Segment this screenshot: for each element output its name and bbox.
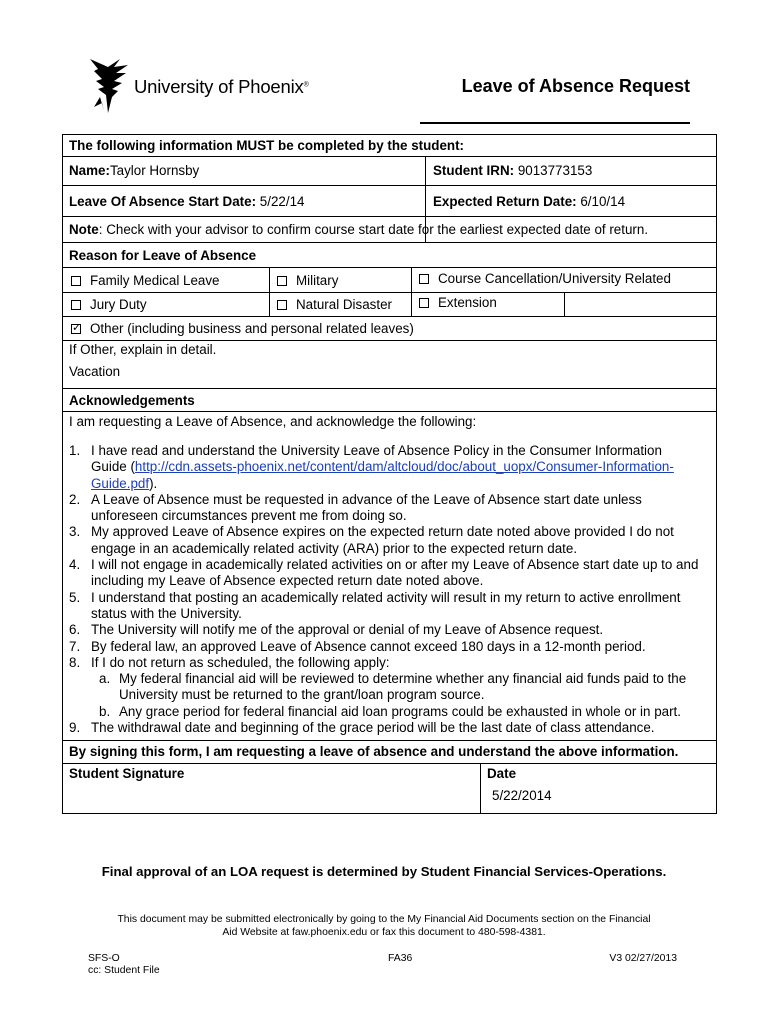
start-date-label: Leave Of Absence Start Date: — [69, 194, 257, 209]
ack-item: 2. A Leave of Absence must be requested in advance of the Leave of Absence start date unless unforeseen circumstances prevent me from doing so. — [69, 491, 642, 524]
natural-disaster-checkbox[interactable] — [277, 300, 287, 310]
signing-statement: By signing this form, I am requesting a leave of absence and understand the above information. — [69, 744, 679, 759]
final-approval-note: Final approval of an LOA request is determined by Student Financial Services-Operations. — [101, 864, 667, 879]
university-logo — [84, 56, 309, 116]
irn-field[interactable] — [433, 163, 592, 179]
family-medical-checkbox[interactable] — [71, 276, 81, 286]
ack-item: 3. My approved Leave of Absence expires on the expected return date noted above provided I do not engage in an academically related activity (ARA) prior to the expected return date. — [69, 524, 674, 556]
ack-subitem: a. My federal financial aid will be reviewed to determine whether any financial aid funds paid to the University must be returned to the grant/loan program source. — [99, 671, 687, 703]
irn-label: Student IRN: — [433, 163, 515, 178]
form-code: SFS-O cc: Student File — [88, 953, 160, 976]
form-intro-heading: The following information MUST be completed by the student: — [69, 138, 465, 153]
consumer-guide-link[interactable]: http://cdn.assets-phoenix.net/content/dam/altcloud/doc/about_uopx/Consumer-Information- Guide.pdf — [91, 459, 674, 491]
ack-item: 7. By federal law, an approved Leave of Absence cannot exceed 180 days in a 12-month period. — [69, 638, 646, 654]
name-field[interactable] — [69, 163, 199, 179]
course-cancellation-checkbox[interactable] — [419, 274, 429, 284]
advisor-note — [69, 222, 648, 238]
extension-checkbox[interactable] — [419, 298, 429, 308]
title-underline — [420, 122, 690, 124]
name-value: Taylor Hornsby — [109, 163, 200, 178]
phoenix-bird-icon — [84, 57, 130, 115]
form-id: FA36 — [388, 953, 413, 964]
acknowledgements-heading: Acknowledgements — [69, 393, 195, 408]
ack-item: 8. If I do not return as scheduled, the following apply: — [69, 654, 390, 670]
submission-note: This document may be submitted electronically by going to the My Financial Aid Documents section on the Financial Aid Website at faw.phoenix.edu or fax this document to 480-598-4381. — [117, 914, 651, 938]
start-date-field[interactable] — [69, 194, 304, 210]
ack-item: 5. I understand that posting an academically related activity will result in my return to active enrollment status with the University. — [69, 589, 681, 621]
other-checkbox[interactable] — [71, 324, 81, 334]
reason-course-cancellation[interactable]: Course Cancellation/University Related — [419, 271, 671, 287]
ack-item: 9. The withdrawal date and beginning of the grace period will be the last date of class attendance. — [69, 720, 655, 736]
return-date-label: Expected Return Date: — [433, 194, 577, 209]
return-date-value: 6/10/14 — [580, 194, 626, 209]
ack-item: 1. I have read and understand the University Leave of Absence Policy in the Consumer Information Guide (http://cdn.assets-phoenix.net/content/dam/altcloud/doc/about_uopx/Consumer-Information- Guide.pdf). — [69, 443, 674, 491]
ack-subitem: b. Any grace period for federal financial aid loan programs could be exhausted in whole or in part. — [99, 703, 681, 719]
reason-heading: Reason for Leave of Absence — [69, 248, 257, 263]
name-label: Name: — [69, 163, 110, 178]
acknowledgements-list — [69, 443, 709, 736]
jury-duty-checkbox[interactable] — [71, 300, 81, 310]
return-date-field[interactable] — [433, 194, 625, 210]
reason-extension[interactable]: Extension — [419, 295, 497, 311]
note-label: Note — [69, 222, 99, 237]
irn-value: 9013773153 — [517, 163, 593, 178]
signature-label: Student Signature — [69, 766, 185, 781]
logo-wordmark: University of Phoenix® — [134, 76, 309, 97]
loa-form — [62, 134, 717, 814]
signature-field[interactable] — [69, 783, 474, 811]
reason-military[interactable]: Military — [277, 273, 338, 289]
other-explanation-value[interactable]: Vacation — [69, 364, 121, 379]
reason-natural-disaster[interactable]: Natural Disaster — [277, 297, 392, 313]
ack-item: 4. I will not engage in academically related activities on or after my Leave of Absence start date up to and including my Leave of Absence expected return date noted above. — [69, 557, 699, 589]
reason-family-medical[interactable]: Family Medical Leave — [71, 273, 220, 289]
date-label: Date — [487, 766, 517, 781]
acknowledgements-intro: I am requesting a Leave of Absence, and acknowledge the following: — [69, 414, 477, 429]
reason-other[interactable]: ✓Other (including business and personal related leaves) — [71, 321, 414, 337]
document-title: Leave of Absence Request — [461, 76, 690, 96]
other-prompt: If Other, explain in detail. — [69, 342, 217, 357]
form-version: V3 02/27/2013 — [609, 953, 677, 964]
date-value[interactable]: 5/22/2014 — [492, 788, 552, 803]
reason-jury-duty[interactable]: Jury Duty — [71, 297, 147, 313]
ack-item: 6. The University will notify me of the approval or denial of my Leave of Absence request. — [69, 622, 604, 638]
military-checkbox[interactable] — [277, 276, 287, 286]
start-date-value: 5/22/14 — [259, 194, 305, 209]
note-text: : Check with your advisor to confirm course start date for the earliest expected date of return. — [98, 222, 649, 237]
